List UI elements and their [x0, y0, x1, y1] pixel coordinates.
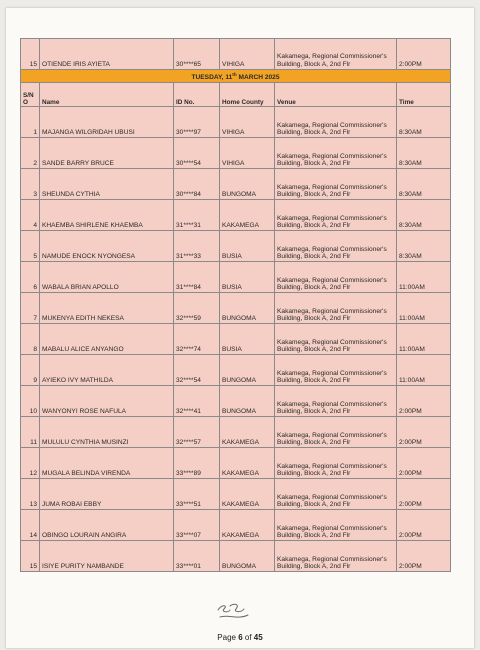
table-row: [21, 417, 451, 448]
table-row: [21, 231, 451, 262]
cell-venue: Kakamega, Regional Commissioner's Building, Block A, 2nd Flr: [275, 39, 397, 70]
table-row: [21, 200, 451, 231]
header-row: [21, 83, 451, 107]
cell-time: 11:00AM: [397, 262, 451, 293]
cell-id: 32****59: [174, 293, 220, 324]
day-banner: [21, 70, 451, 83]
cell-name: AYIEKO IVY MATHILDA: [40, 355, 174, 386]
cell-sn: 13: [21, 479, 40, 510]
cell-name: OBINGO LOURAIN ANGIRA: [40, 510, 174, 541]
cell-time: 8:30AM: [397, 200, 451, 231]
header-sn: S/N O: [21, 83, 40, 107]
header-county: Home County: [220, 83, 275, 107]
cell-venue: Kakamega, Regional Commissioner's Building, Block A, 2nd Flr: [275, 355, 397, 386]
cell-sn: 2: [21, 138, 40, 169]
cell-county: KAKAMEGA: [220, 479, 275, 510]
cell-sn: 15: [21, 541, 40, 572]
cell-time: 2:00PM: [397, 39, 451, 70]
cell-name: MUKENYA EDITH NEKESA: [40, 293, 174, 324]
cell-time: 2:00PM: [397, 448, 451, 479]
cell-sn: 8: [21, 324, 40, 355]
cell-sn: 14: [21, 510, 40, 541]
cell-venue: Kakamega, Regional Commissioner's Building, Block A, 2nd Flr: [275, 417, 397, 448]
cell-name: ISIYE PURITY NAMBANDE: [40, 541, 174, 572]
cell-name: MABALU ALICE ANYANGO: [40, 324, 174, 355]
table-row: [21, 355, 451, 386]
cell-name: MULULU CYNTHIA MUSINZI: [40, 417, 174, 448]
cell-time: 11:00AM: [397, 293, 451, 324]
header-venue: Venue: [275, 83, 397, 107]
cell-venue: Kakamega, Regional Commissioner's Building, Block A, 2nd Flr: [275, 510, 397, 541]
cell-county: VIHIGA: [220, 107, 275, 138]
cell-county: KAKAMEGA: [220, 417, 275, 448]
cell-name: MUGALA BELINDA VIRENDA: [40, 448, 174, 479]
cell-name: NAMUDE ENOCK NYONGESA: [40, 231, 174, 262]
cell-name: SANDE BARRY BRUCE: [40, 138, 174, 169]
cell-county: BUSIA: [220, 262, 275, 293]
cell-name: KHAEMBA SHIRLENE KHAEMBA: [40, 200, 174, 231]
cell-name: SHEUNDA CYTHIA: [40, 169, 174, 200]
header-name: Name: [40, 83, 174, 107]
table-row: [21, 479, 451, 510]
cell-sn: 5: [21, 231, 40, 262]
cell-time: 2:00PM: [397, 386, 451, 417]
cell-county: BUSIA: [220, 231, 275, 262]
header-time: Time: [397, 83, 451, 107]
cell-time: 8:30AM: [397, 107, 451, 138]
day-banner-row: [21, 70, 451, 83]
cell-time: 8:30AM: [397, 231, 451, 262]
cell-sn: 7: [21, 293, 40, 324]
footer-total-pages: 45: [253, 633, 263, 642]
cell-venue: Kakamega, Regional Commissioner's Building, Block A, 2nd Flr: [275, 231, 397, 262]
cell-venue: Kakamega, Regional Commissioner's Building, Block A, 2nd Flr: [275, 541, 397, 572]
table-row: [21, 138, 451, 169]
handwritten-initials-icon: [214, 600, 254, 622]
cell-venue: Kakamega, Regional Commissioner's Building, Block A, 2nd Flr: [275, 169, 397, 200]
cell-venue: Kakamega, Regional Commissioner's Building, Block A, 2nd Flr: [275, 324, 397, 355]
cell-county: BUSIA: [220, 324, 275, 355]
cell-venue: Kakamega, Regional Commissioner's Building, Block A, 2nd Flr: [275, 293, 397, 324]
schedule-table: [20, 38, 451, 572]
page-footer: [6, 633, 474, 642]
cell-time: 8:30AM: [397, 169, 451, 200]
table-row: [21, 39, 451, 70]
cell-venue: Kakamega, Regional Commissioner's Building, Block A, 2nd Flr: [275, 107, 397, 138]
footer-current-page: 6: [238, 633, 243, 642]
cell-name: JUMA ROBAI EBBY: [40, 479, 174, 510]
cell-sn: 3: [21, 169, 40, 200]
cell-sn: 15: [21, 39, 40, 70]
table-row: [21, 169, 451, 200]
table-row: [21, 541, 451, 572]
header-id: ID No.: [174, 83, 220, 107]
cell-id: 33****89: [174, 448, 220, 479]
cell-county: BUNGOMA: [220, 541, 275, 572]
cell-sn: 12: [21, 448, 40, 479]
cell-name: MAJANGA WILGRIDAH UBUSI: [40, 107, 174, 138]
cell-time: 11:00AM: [397, 324, 451, 355]
day-banner-prefix: TUESDAY, 11: [191, 74, 233, 82]
cell-sn: 10: [21, 386, 40, 417]
day-banner-suffix: th: [232, 72, 237, 77]
document-page: [6, 8, 474, 648]
cell-id: 30****97: [174, 107, 220, 138]
cell-id: 32****54: [174, 355, 220, 386]
cell-sn: 9: [21, 355, 40, 386]
schedule-table-wrap: [20, 38, 450, 572]
cell-sn: 11: [21, 417, 40, 448]
cell-id: 33****07: [174, 510, 220, 541]
table-row: [21, 386, 451, 417]
footer-prefix: Page: [217, 633, 239, 642]
cell-county: BUNGOMA: [220, 386, 275, 417]
cell-time: 2:00PM: [397, 479, 451, 510]
cell-id: 32****41: [174, 386, 220, 417]
cell-id: 32****57: [174, 417, 220, 448]
cell-county: BUNGOMA: [220, 355, 275, 386]
table-row: [21, 107, 451, 138]
cell-id: 33****51: [174, 479, 220, 510]
cell-name: OTIENDE IRIS AYIETA: [40, 39, 174, 70]
cell-id: 31****33: [174, 231, 220, 262]
cell-county: KAKAMEGA: [220, 510, 275, 541]
cell-sn: 6: [21, 262, 40, 293]
day-banner-rest: MARCH 2025: [236, 74, 280, 82]
table-row: [21, 510, 451, 541]
cell-venue: Kakamega, Regional Commissioner's Building, Block A, 2nd Flr: [275, 479, 397, 510]
cell-id: 33****01: [174, 541, 220, 572]
cell-id: 31****84: [174, 262, 220, 293]
cell-venue: Kakamega, Regional Commissioner's Building, Block A, 2nd Flr: [275, 200, 397, 231]
cell-venue: Kakamega, Regional Commissioner's Building, Block A, 2nd Flr: [275, 262, 397, 293]
table-row: [21, 324, 451, 355]
table-row: [21, 262, 451, 293]
schedule-table-body: [21, 39, 451, 572]
cell-time: 2:00PM: [397, 510, 451, 541]
cell-county: VIHIGA: [220, 138, 275, 169]
table-row: [21, 293, 451, 324]
cell-sn: 4: [21, 200, 40, 231]
cell-county: BUNGOMA: [220, 293, 275, 324]
cell-time: 2:00PM: [397, 417, 451, 448]
cell-id: 32****74: [174, 324, 220, 355]
cell-id: 30****54: [174, 138, 220, 169]
cell-name: WABALA BRIAN APOLLO: [40, 262, 174, 293]
cell-id: 31****31: [174, 200, 220, 231]
cell-county: KAKAMEGA: [220, 200, 275, 231]
cell-id: 30****65: [174, 39, 220, 70]
cell-venue: Kakamega, Regional Commissioner's Building, Block A, 2nd Flr: [275, 386, 397, 417]
table-row: [21, 448, 451, 479]
footer-of: of: [242, 633, 254, 642]
cell-time: 11:00AM: [397, 355, 451, 386]
cell-county: VIHIGA: [220, 39, 275, 70]
cell-time: 8:30AM: [397, 138, 451, 169]
cell-time: 2:00PM: [397, 541, 451, 572]
cell-venue: Kakamega, Regional Commissioner's Building, Block A, 2nd Flr: [275, 138, 397, 169]
cell-name: WANYONYI ROSE NAFULA: [40, 386, 174, 417]
cell-id: 30****84: [174, 169, 220, 200]
cell-county: BUNGOMA: [220, 169, 275, 200]
cell-venue: Kakamega, Regional Commissioner's Building, Block A, 2nd Flr: [275, 448, 397, 479]
cell-sn: 1: [21, 107, 40, 138]
cell-county: KAKAMEGA: [220, 448, 275, 479]
